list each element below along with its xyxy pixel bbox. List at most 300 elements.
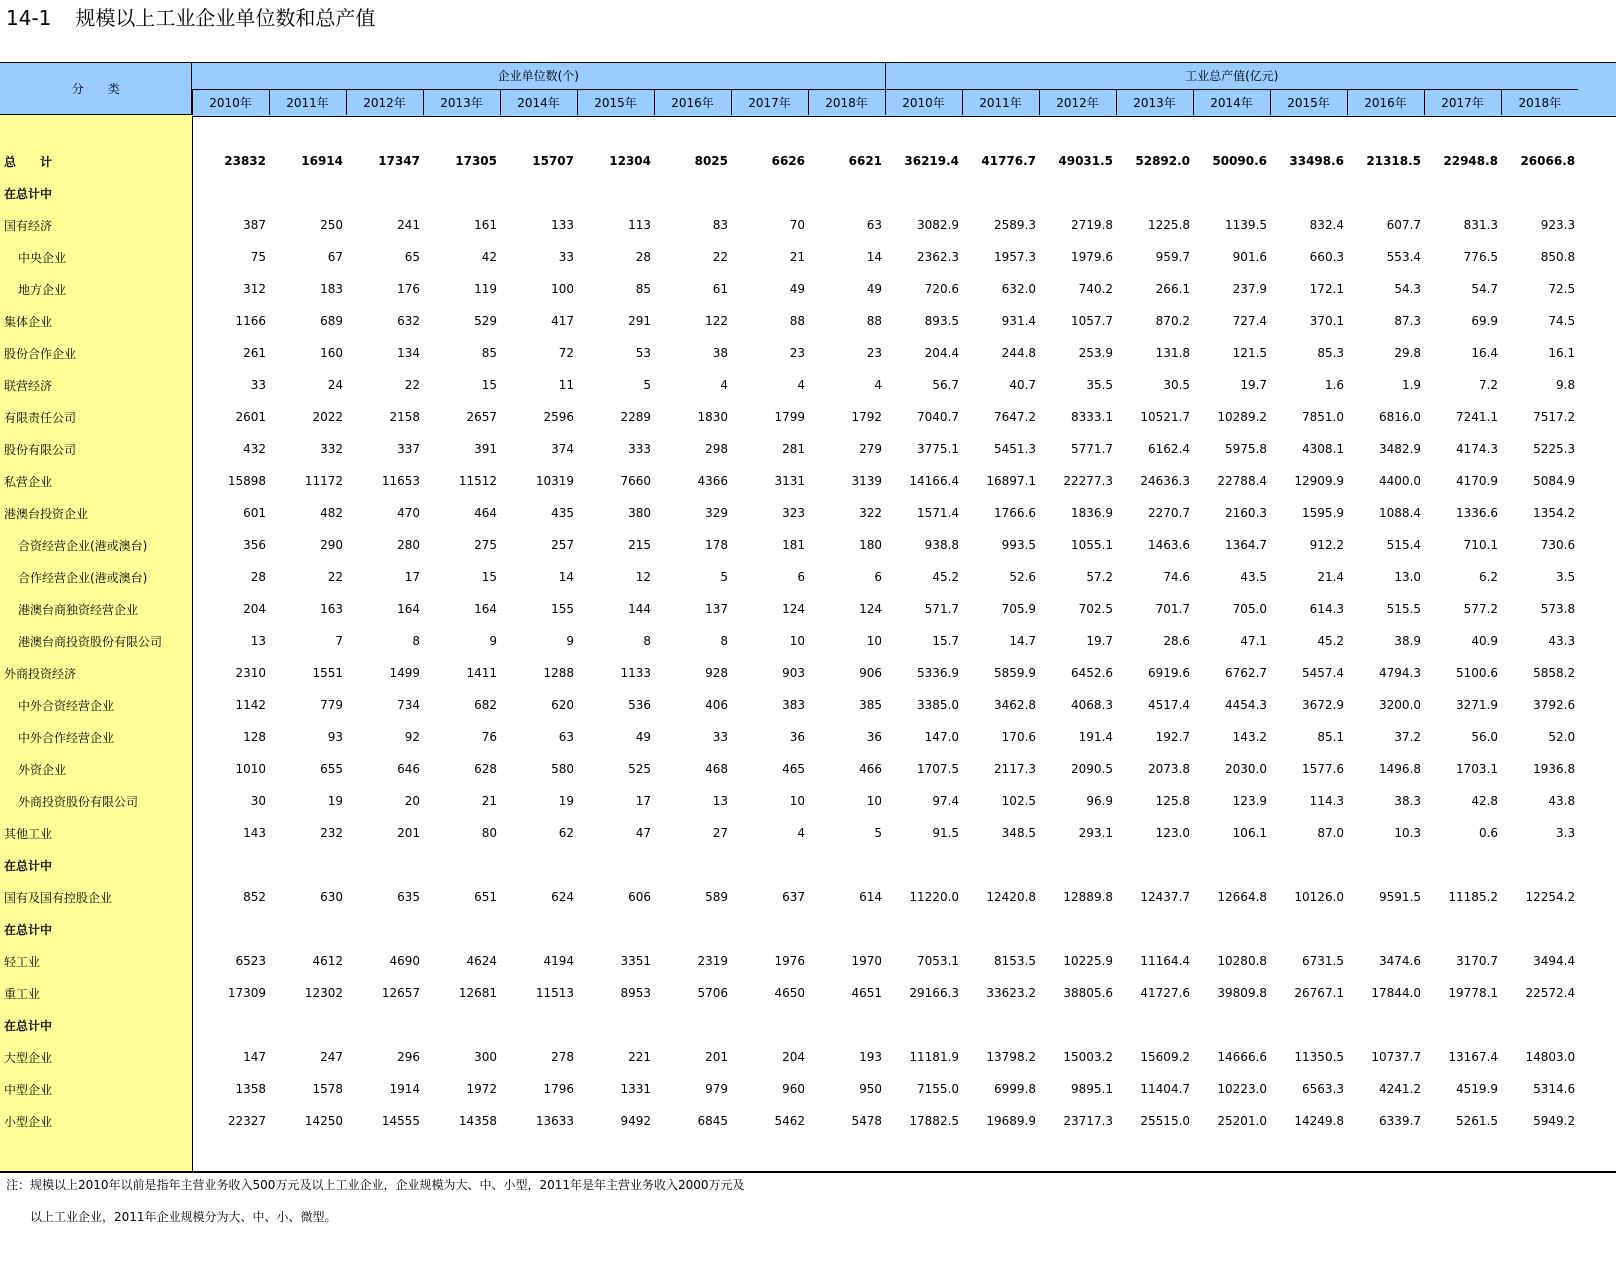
output-value-cell: 4454.3 bbox=[1225, 698, 1268, 712]
output-value-cell: 3494.4 bbox=[1533, 954, 1576, 968]
unit-count-cell: 28 bbox=[635, 250, 651, 264]
unit-count-cell bbox=[577, 913, 654, 945]
unit-count-cell: 215 bbox=[628, 538, 651, 552]
output-value-cell: 13.0 bbox=[1394, 570, 1422, 584]
unit-count-cell: 10 bbox=[866, 794, 883, 808]
output-value-cell: 38.9 bbox=[1394, 634, 1422, 648]
unit-count-cell: 779 bbox=[320, 698, 343, 712]
unit-count-cell: 8953 bbox=[620, 986, 651, 1000]
output-value-cell: 1707.5 bbox=[917, 762, 960, 776]
row-label: 合资经营企业(港或澳台) bbox=[18, 538, 148, 553]
unit-count-cell bbox=[577, 1009, 654, 1041]
table-row bbox=[0, 945, 1578, 977]
row-label: 其他工业 bbox=[4, 826, 53, 841]
unit-count-cell: 27 bbox=[712, 826, 728, 840]
unit-count-cell: 1914 bbox=[389, 1082, 420, 1096]
output-value-cell: 74.5 bbox=[1548, 314, 1576, 328]
output-value-cell: 6563.3 bbox=[1302, 1082, 1345, 1096]
output-value-cell: 614.3 bbox=[1309, 602, 1345, 616]
unit-count-cell: 53 bbox=[635, 346, 651, 360]
table-row bbox=[0, 657, 1578, 689]
table-row bbox=[0, 1041, 1578, 1073]
unit-count-cell: 30 bbox=[250, 794, 266, 808]
output-value-cell: 10223.0 bbox=[1217, 1082, 1268, 1096]
unit-count-cell: 1142 bbox=[235, 698, 266, 712]
footnote-line-1: 注：规模以上2010年以前是指年主营业务收入500万元及以上工业企业，企业规模为大、中、小型，2011年是年主营业务收入2000万元及 bbox=[6, 1178, 745, 1192]
output-value-cell bbox=[1501, 1009, 1578, 1041]
unit-count-cell: 4194 bbox=[543, 954, 574, 968]
row-label: 轻工业 bbox=[4, 954, 41, 969]
output-value-cell: 850.8 bbox=[1540, 250, 1576, 264]
row-label: 外商投资经济 bbox=[4, 666, 77, 681]
unit-count-cell: 482 bbox=[320, 506, 343, 520]
unit-count-cell: 36 bbox=[866, 730, 883, 744]
output-value-cell: 7517.2 bbox=[1533, 410, 1576, 424]
output-value-cell bbox=[962, 849, 1039, 881]
unit-count-cell: 406 bbox=[705, 698, 728, 712]
unit-count-cell: 387 bbox=[243, 218, 266, 232]
unit-count-cell bbox=[346, 177, 423, 209]
output-value-cell: 91.5 bbox=[932, 826, 960, 840]
unit-count-cell: 383 bbox=[782, 698, 805, 712]
output-value-cell bbox=[962, 177, 1039, 209]
unit-count-cell: 6523 bbox=[235, 954, 266, 968]
output-value-cell: 1088.4 bbox=[1379, 506, 1422, 520]
unit-count-cell: 1792 bbox=[851, 410, 883, 424]
output-value-cell: 10289.2 bbox=[1217, 410, 1268, 424]
output-value-cell: 22572.4 bbox=[1525, 986, 1576, 1000]
output-value-cell: 10126.0 bbox=[1294, 890, 1345, 904]
unit-count-cell bbox=[423, 913, 500, 945]
group-header-units: 企业单位数(个) bbox=[192, 62, 885, 90]
output-value-cell bbox=[1193, 849, 1270, 881]
unit-count-cell: 164 bbox=[397, 602, 420, 616]
output-value-cell: 571.7 bbox=[924, 602, 960, 616]
output-value-cell: 776.5 bbox=[1463, 250, 1499, 264]
output-value-cell: 19778.1 bbox=[1448, 986, 1499, 1000]
unit-count-cell bbox=[269, 913, 346, 945]
output-value-cell: 57.2 bbox=[1086, 570, 1114, 584]
unit-count-cell: 6 bbox=[874, 570, 883, 584]
unit-count-cell: 332 bbox=[320, 442, 343, 456]
output-value-cell: 11185.2 bbox=[1448, 890, 1499, 904]
output-value-cell: 1.9 bbox=[1401, 378, 1422, 392]
unit-count-cell: 536 bbox=[628, 698, 651, 712]
output-value-cell: 832.4 bbox=[1309, 218, 1345, 232]
unit-count-cell: 374 bbox=[551, 442, 574, 456]
output-value-cell: 33498.6 bbox=[1289, 154, 1345, 168]
row-label: 股份有限公司 bbox=[4, 442, 77, 457]
row-label: 小型企业 bbox=[4, 1114, 53, 1129]
output-value-cell bbox=[1039, 849, 1116, 881]
output-value-cell: 1336.6 bbox=[1456, 506, 1499, 520]
output-value-cell: 26767.1 bbox=[1294, 986, 1345, 1000]
output-value-cell: 47.1 bbox=[1240, 634, 1268, 648]
output-value-cell: 35.5 bbox=[1086, 378, 1114, 392]
output-value-cell: 7.2 bbox=[1478, 378, 1499, 392]
row-label: 有限责任公司 bbox=[4, 410, 77, 425]
units-year-header: 2014年 bbox=[500, 90, 577, 116]
unit-count-cell: 181 bbox=[782, 538, 805, 552]
output-value-cell: 38805.6 bbox=[1063, 986, 1114, 1000]
unit-count-cell: 10 bbox=[866, 634, 883, 648]
unit-count-cell: 2319 bbox=[697, 954, 728, 968]
output-value-cell bbox=[1193, 1009, 1270, 1041]
unit-count-cell: 329 bbox=[705, 506, 728, 520]
output-value-cell: 14.7 bbox=[1009, 634, 1037, 648]
output-value-cell: 43.3 bbox=[1548, 634, 1576, 648]
unit-count-cell: 4 bbox=[874, 378, 883, 392]
unit-count-cell: 76 bbox=[481, 730, 497, 744]
row-label: 联营经济 bbox=[4, 378, 53, 393]
unit-count-cell: 614 bbox=[859, 890, 883, 904]
unit-count-cell: 5 bbox=[874, 826, 883, 840]
output-value-cell: 1225.8 bbox=[1148, 218, 1191, 232]
unit-count-cell: 33 bbox=[558, 250, 574, 264]
output-value-cell: 10280.8 bbox=[1217, 954, 1268, 968]
output-value-cell: 705.0 bbox=[1232, 602, 1268, 616]
table-row bbox=[0, 401, 1578, 433]
output-value-cell: 5858.2 bbox=[1533, 666, 1576, 680]
output-value-cell: 5949.2 bbox=[1533, 1114, 1576, 1128]
units-year-header: 2010年 bbox=[192, 90, 269, 116]
unit-count-cell: 257 bbox=[551, 538, 574, 552]
output-value-cell: 515.5 bbox=[1386, 602, 1422, 616]
output-value-cell: 1595.9 bbox=[1302, 506, 1345, 520]
output-value-cell: 4794.3 bbox=[1379, 666, 1422, 680]
output-value-cell bbox=[885, 177, 962, 209]
output-value-cell: 266.1 bbox=[1155, 282, 1191, 296]
unit-count-cell: 291 bbox=[628, 314, 651, 328]
unit-count-cell: 122 bbox=[705, 314, 728, 328]
output-year-header: 2017年 bbox=[1424, 90, 1501, 116]
output-value-cell: 29166.3 bbox=[909, 986, 960, 1000]
output-value-cell: 370.1 bbox=[1309, 314, 1345, 328]
unit-count-cell bbox=[346, 849, 423, 881]
output-value-cell: 7851.0 bbox=[1302, 410, 1345, 424]
unit-count-cell: 296 bbox=[397, 1050, 420, 1064]
row-label: 港澳台商独资经营企业 bbox=[18, 602, 139, 617]
output-value-cell: 114.3 bbox=[1309, 794, 1345, 808]
output-value-cell: 50090.6 bbox=[1212, 154, 1268, 168]
output-value-cell: 123.0 bbox=[1155, 826, 1191, 840]
unit-count-cell bbox=[500, 1009, 577, 1041]
output-value-cell: 4519.9 bbox=[1456, 1082, 1499, 1096]
unit-count-cell: 2601 bbox=[235, 410, 266, 424]
unit-count-cell: 17309 bbox=[227, 986, 266, 1000]
output-value-cell bbox=[1193, 913, 1270, 945]
unit-count-cell: 11512 bbox=[458, 474, 497, 488]
output-value-cell: 97.4 bbox=[932, 794, 960, 808]
output-value-cell: 931.4 bbox=[1001, 314, 1037, 328]
unit-count-cell: 85 bbox=[635, 282, 651, 296]
output-value-cell: 244.8 bbox=[1001, 346, 1037, 360]
table-number: 14-1 bbox=[6, 6, 52, 30]
output-value-cell: 5084.9 bbox=[1533, 474, 1576, 488]
table-row bbox=[0, 849, 1578, 881]
page-title bbox=[6, 4, 375, 32]
unit-count-cell: 144 bbox=[628, 602, 651, 616]
unit-count-cell: 906 bbox=[859, 666, 883, 680]
unit-count-cell: 15 bbox=[481, 378, 497, 392]
output-value-cell: 5859.9 bbox=[994, 666, 1037, 680]
unit-count-cell: 2596 bbox=[543, 410, 574, 424]
unit-count-cell: 124 bbox=[782, 602, 805, 616]
unit-count-cell: 2289 bbox=[620, 410, 651, 424]
output-value-cell: 9591.5 bbox=[1379, 890, 1422, 904]
unit-count-cell: 75 bbox=[250, 250, 266, 264]
output-value-cell: 2090.5 bbox=[1071, 762, 1114, 776]
unit-count-cell: 47 bbox=[635, 826, 651, 840]
unit-count-cell: 11513 bbox=[535, 986, 574, 1000]
unit-count-cell: 8 bbox=[720, 634, 728, 648]
row-label: 中央企业 bbox=[18, 250, 67, 265]
unit-count-cell: 3139 bbox=[851, 474, 883, 488]
output-year-header: 2016年 bbox=[1347, 90, 1424, 116]
unit-count-cell: 4650 bbox=[774, 986, 805, 1000]
output-value-cell: 69.9 bbox=[1471, 314, 1499, 328]
output-value-cell: 1496.8 bbox=[1379, 762, 1422, 776]
table-row bbox=[0, 305, 1578, 337]
output-value-cell: 3482.9 bbox=[1379, 442, 1422, 456]
unit-count-cell: 3351 bbox=[620, 954, 651, 968]
output-value-cell: 3462.8 bbox=[994, 698, 1037, 712]
output-value-cell: 912.2 bbox=[1309, 538, 1345, 552]
unit-count-cell bbox=[577, 177, 654, 209]
output-value-cell: 102.5 bbox=[1001, 794, 1037, 808]
output-value-cell: 1055.1 bbox=[1071, 538, 1114, 552]
unit-count-cell: 1830 bbox=[697, 410, 728, 424]
output-value-cell: 2270.7 bbox=[1148, 506, 1191, 520]
unit-count-cell: 72 bbox=[558, 346, 574, 360]
unit-count-cell: 632 bbox=[397, 314, 420, 328]
output-value-cell: 85.3 bbox=[1317, 346, 1345, 360]
table-row bbox=[0, 241, 1578, 273]
unit-count-cell: 161 bbox=[474, 218, 497, 232]
unit-count-cell: 12302 bbox=[304, 986, 343, 1000]
table-row bbox=[0, 1009, 1578, 1041]
output-value-cell: 720.6 bbox=[924, 282, 960, 296]
output-value-cell: 5457.4 bbox=[1302, 666, 1345, 680]
output-value-cell bbox=[1347, 177, 1424, 209]
unit-count-cell: 417 bbox=[551, 314, 574, 328]
output-value-cell bbox=[1270, 849, 1347, 881]
unit-count-cell: 176 bbox=[397, 282, 420, 296]
unit-count-cell: 620 bbox=[551, 698, 574, 712]
header-year-row bbox=[0, 90, 1578, 116]
output-value-cell: 660.3 bbox=[1309, 250, 1345, 264]
output-value-cell: 49031.5 bbox=[1058, 154, 1114, 168]
output-value-cell bbox=[885, 1009, 962, 1041]
unit-count-cell: 23 bbox=[789, 346, 805, 360]
output-value-cell: 1571.4 bbox=[917, 506, 960, 520]
output-value-cell bbox=[1193, 177, 1270, 209]
output-value-cell: 7241.1 bbox=[1456, 410, 1499, 424]
output-value-cell: 730.6 bbox=[1540, 538, 1576, 552]
output-value-cell: 45.2 bbox=[1317, 634, 1345, 648]
output-value-cell: 10737.7 bbox=[1371, 1050, 1422, 1064]
unit-count-cell bbox=[423, 849, 500, 881]
output-value-cell: 2117.3 bbox=[994, 762, 1037, 776]
unit-count-cell bbox=[192, 849, 269, 881]
unit-count-cell: 1411 bbox=[466, 666, 497, 680]
unit-count-cell: 13633 bbox=[535, 1114, 574, 1128]
unit-count-cell: 155 bbox=[551, 602, 574, 616]
output-value-cell bbox=[1501, 913, 1578, 945]
unit-count-cell: 22327 bbox=[227, 1114, 266, 1128]
output-value-cell: 1.6 bbox=[1324, 378, 1345, 392]
unit-count-cell: 4612 bbox=[312, 954, 343, 968]
output-value-cell: 36219.4 bbox=[904, 154, 960, 168]
output-value-cell: 41776.7 bbox=[981, 154, 1037, 168]
unit-count-cell: 8025 bbox=[694, 154, 728, 168]
table-row bbox=[0, 177, 1578, 209]
unit-count-cell: 143 bbox=[243, 826, 266, 840]
table-row bbox=[0, 1073, 1578, 1105]
unit-count-cell: 22 bbox=[404, 378, 420, 392]
unit-count-cell: 9492 bbox=[620, 1114, 651, 1128]
unit-count-cell bbox=[423, 177, 500, 209]
output-value-cell: 28.6 bbox=[1163, 634, 1191, 648]
output-value-cell: 5451.3 bbox=[994, 442, 1037, 456]
output-value-cell: 9895.1 bbox=[1071, 1082, 1114, 1096]
output-value-cell: 3.3 bbox=[1556, 826, 1576, 840]
output-value-cell: 56.7 bbox=[932, 378, 960, 392]
unit-count-cell: 1796 bbox=[543, 1082, 574, 1096]
output-value-cell: 1463.6 bbox=[1148, 538, 1191, 552]
unit-count-cell: 85 bbox=[481, 346, 497, 360]
table-row bbox=[0, 145, 1578, 177]
output-value-cell: 5336.9 bbox=[917, 666, 960, 680]
output-value-cell: 7053.1 bbox=[917, 954, 960, 968]
output-value-cell bbox=[1347, 913, 1424, 945]
unit-count-cell: 61 bbox=[712, 282, 728, 296]
output-value-cell: 2589.3 bbox=[994, 218, 1037, 232]
unit-count-cell: 1010 bbox=[235, 762, 266, 776]
output-value-cell: 23717.3 bbox=[1063, 1114, 1114, 1128]
table-row bbox=[0, 881, 1578, 913]
units-year-header: 2011年 bbox=[269, 90, 346, 116]
output-value-cell: 54.3 bbox=[1394, 282, 1422, 296]
output-value-cell: 38.3 bbox=[1394, 794, 1422, 808]
output-value-cell: 25515.0 bbox=[1140, 1114, 1191, 1128]
unit-count-cell bbox=[808, 1009, 885, 1041]
unit-count-cell: 1166 bbox=[235, 314, 266, 328]
unit-count-cell: 1976 bbox=[774, 954, 805, 968]
output-value-cell: 5975.8 bbox=[1225, 442, 1268, 456]
output-value-cell: 253.9 bbox=[1078, 346, 1114, 360]
unit-count-cell: 960 bbox=[782, 1082, 805, 1096]
unit-count-cell: 128 bbox=[243, 730, 266, 744]
output-value-cell: 96.9 bbox=[1086, 794, 1114, 808]
output-value-cell: 40.9 bbox=[1471, 634, 1499, 648]
output-value-cell: 5100.6 bbox=[1456, 666, 1499, 680]
unit-count-cell: 651 bbox=[474, 890, 497, 904]
unit-count-cell bbox=[500, 849, 577, 881]
output-year-header: 2010年 bbox=[885, 90, 962, 116]
unit-count-cell: 682 bbox=[474, 698, 497, 712]
output-value-cell: 6731.5 bbox=[1302, 954, 1345, 968]
unit-count-cell: 385 bbox=[859, 698, 883, 712]
unit-count-cell: 979 bbox=[705, 1082, 728, 1096]
output-value-cell: 22788.4 bbox=[1217, 474, 1268, 488]
unit-count-cell: 23 bbox=[866, 346, 883, 360]
output-value-cell: 45.2 bbox=[932, 570, 960, 584]
unit-count-cell: 14 bbox=[866, 250, 883, 264]
output-value-cell bbox=[1116, 1009, 1193, 1041]
unit-count-cell: 464 bbox=[474, 506, 497, 520]
unit-count-cell: 33 bbox=[712, 730, 728, 744]
output-value-cell: 16.1 bbox=[1548, 346, 1576, 360]
output-value-cell: 8153.5 bbox=[994, 954, 1037, 968]
unit-count-cell: 1499 bbox=[389, 666, 420, 680]
unit-count-cell: 15 bbox=[481, 570, 497, 584]
unit-count-cell: 1578 bbox=[312, 1082, 343, 1096]
output-value-cell: 6999.8 bbox=[994, 1082, 1037, 1096]
unit-count-cell: 10319 bbox=[535, 474, 574, 488]
unit-count-cell: 261 bbox=[243, 346, 266, 360]
row-label: 中外合资经营企业 bbox=[18, 698, 115, 713]
unit-count-cell: 7 bbox=[335, 634, 343, 648]
output-value-cell: 1979.6 bbox=[1071, 250, 1114, 264]
output-value-cell: 6339.7 bbox=[1379, 1114, 1422, 1128]
row-label: 总 计 bbox=[4, 154, 53, 169]
data-table-container bbox=[0, 62, 1616, 1172]
unit-count-cell: 5462 bbox=[774, 1114, 805, 1128]
unit-count-cell: 465 bbox=[782, 762, 805, 776]
unit-count-cell: 183 bbox=[320, 282, 343, 296]
output-value-cell: 3170.7 bbox=[1456, 954, 1499, 968]
unit-count-cell: 147 bbox=[243, 1050, 266, 1064]
output-value-cell: 573.8 bbox=[1540, 602, 1576, 616]
output-value-cell: 143.2 bbox=[1232, 730, 1268, 744]
output-value-cell: 11181.9 bbox=[909, 1050, 960, 1064]
output-value-cell: 2030.0 bbox=[1225, 762, 1268, 776]
unit-count-cell: 1972 bbox=[466, 1082, 497, 1096]
unit-count-cell bbox=[269, 177, 346, 209]
unit-count-cell: 391 bbox=[474, 442, 497, 456]
output-value-cell: 11164.4 bbox=[1140, 954, 1191, 968]
unit-count-cell: 5706 bbox=[697, 986, 728, 1000]
unit-count-cell: 92 bbox=[404, 730, 420, 744]
unit-count-cell: 525 bbox=[628, 762, 651, 776]
row-label: 重工业 bbox=[4, 986, 41, 1001]
unit-count-cell: 298 bbox=[705, 442, 728, 456]
unit-count-cell: 589 bbox=[705, 890, 728, 904]
unit-count-cell: 2657 bbox=[466, 410, 497, 424]
row-label: 港澳台商投资股份有限公司 bbox=[18, 634, 163, 649]
output-value-cell: 29.8 bbox=[1394, 346, 1422, 360]
unit-count-cell: 279 bbox=[859, 442, 883, 456]
unit-count-cell: 278 bbox=[551, 1050, 574, 1064]
table-bottom-border bbox=[0, 1171, 1616, 1173]
output-value-cell: 4068.3 bbox=[1071, 698, 1114, 712]
table-row bbox=[0, 561, 1578, 593]
unit-count-cell: 4 bbox=[797, 378, 805, 392]
output-value-cell: 125.8 bbox=[1155, 794, 1191, 808]
output-value-cell: 191.4 bbox=[1078, 730, 1114, 744]
output-value-cell: 87.0 bbox=[1317, 826, 1345, 840]
output-value-cell: 1936.8 bbox=[1533, 762, 1576, 776]
output-value-cell: 740.2 bbox=[1078, 282, 1114, 296]
row-label: 在总计中 bbox=[4, 858, 53, 873]
unit-count-cell: 65 bbox=[404, 250, 420, 264]
output-value-cell: 72.5 bbox=[1548, 282, 1576, 296]
output-value-cell: 1766.6 bbox=[994, 506, 1037, 520]
unit-count-cell: 21 bbox=[481, 794, 497, 808]
output-value-cell: 2160.3 bbox=[1225, 506, 1268, 520]
unit-count-cell: 13 bbox=[250, 634, 266, 648]
